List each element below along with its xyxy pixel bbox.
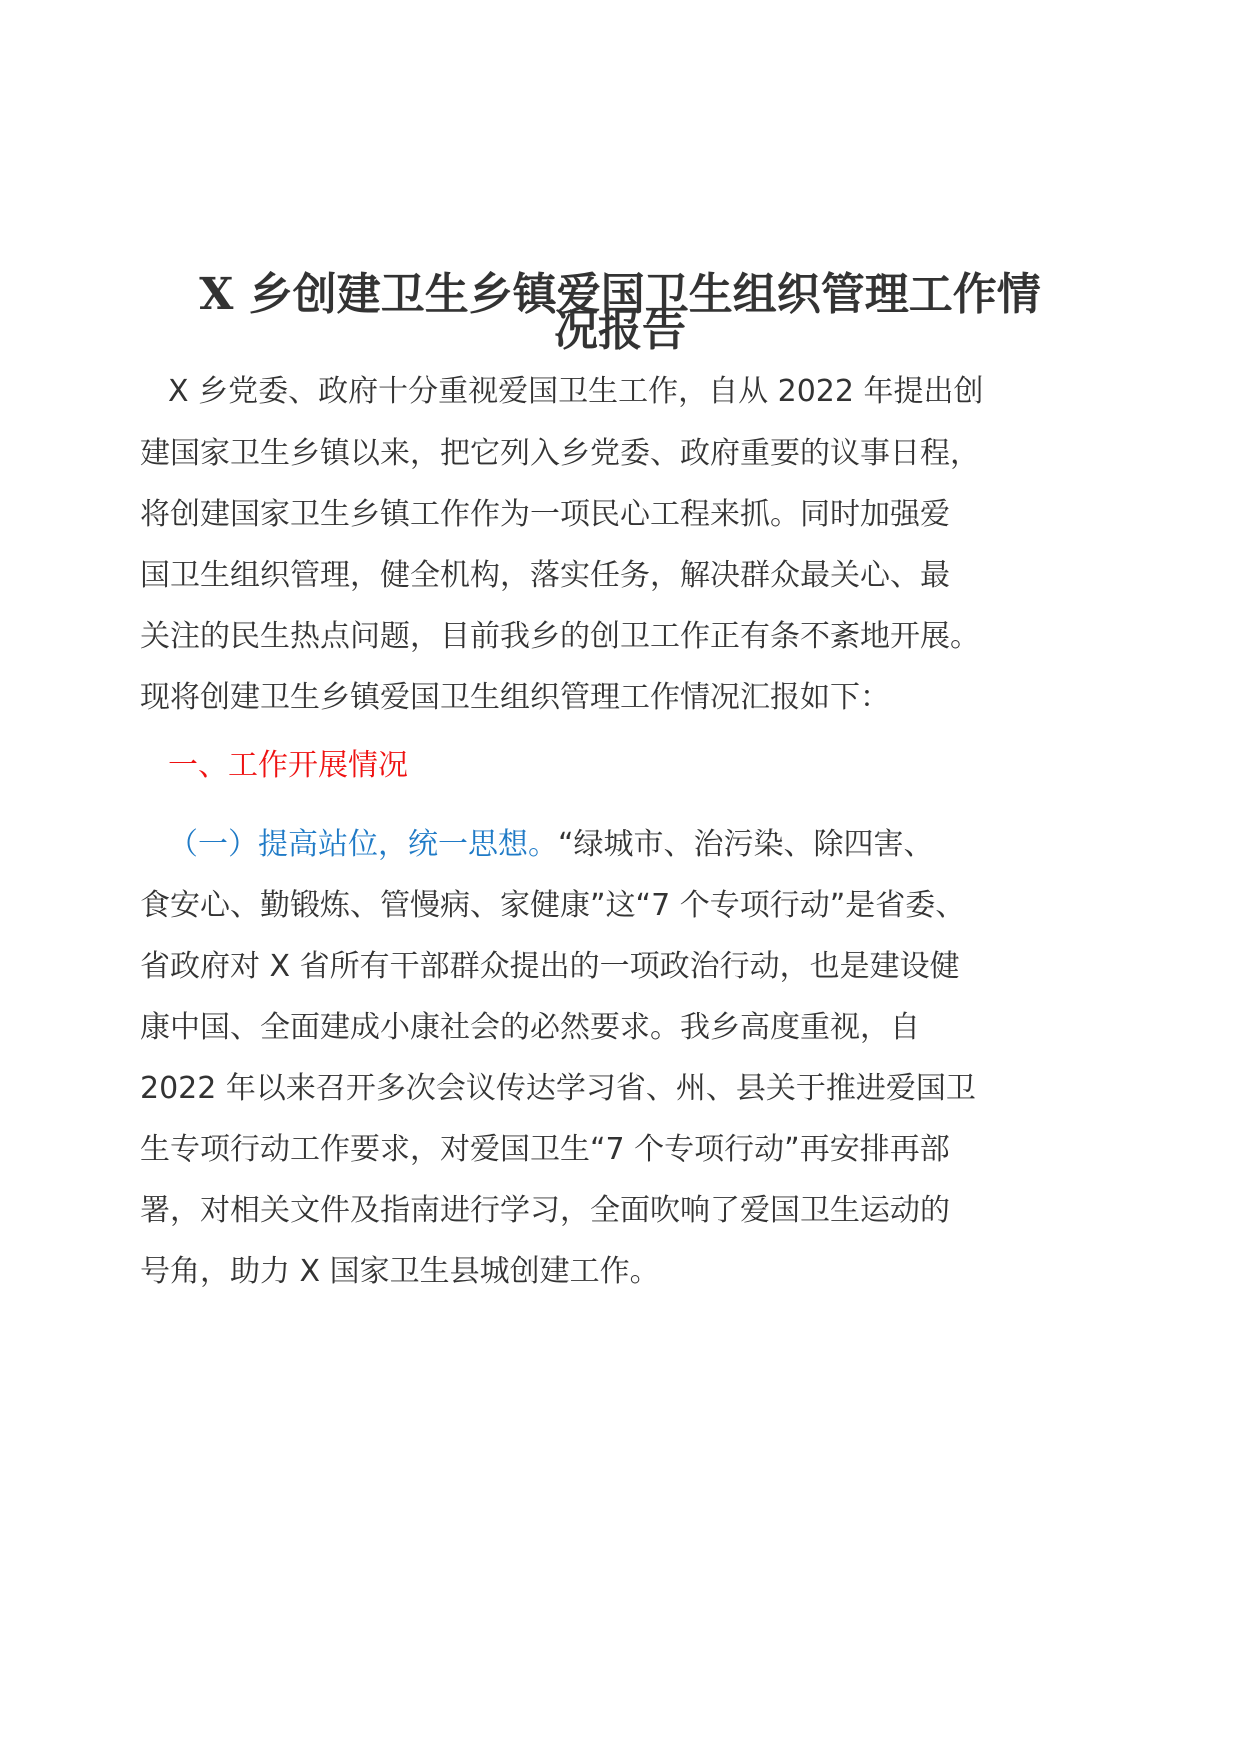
sub1-line-1: “绿城市、治污染、除四害、 (558, 827, 934, 862)
sub1-line-6: 生专项行动工作要求，对爱国卫生“7 个专项行动”再安排再部 (140, 1132, 950, 1167)
intro-line-6: 现将创建卫生乡镇爱国卫生组织管理工作情况汇报如下： (140, 680, 890, 715)
sub1-line-5: 2022 年以来召开多次会议传达学习省、州、县关于推进爱国卫 (140, 1071, 976, 1106)
sub1-line-3: 省政府对 X 省所有干部群众提出的一项政治行动，也是建设健 (140, 949, 960, 984)
sub1-line-4: 康中国、全面建成小康社会的必然要求。我乡高度重视，自 (140, 1010, 920, 1045)
section-heading-work-progress: 一、工作开展情况 (168, 748, 408, 783)
sub1-line-2: 食安心、勤锻炼、管慢病、家健康”这“7 个专项行动”是省委、 (140, 888, 966, 923)
document-title-line-1: X 乡创建卫生乡镇爱国卫生组织管理工作情 (199, 269, 1041, 320)
sub1-line-7: 署，对相关文件及指南进行学习，全面吹响了爱国卫生运动的 (140, 1193, 950, 1228)
sub1-line-8: 号角，助力 X 国家卫生县城创建工作。 (140, 1254, 660, 1289)
intro-line-2: 建国家卫生乡镇以来，把它列入乡党委、政府重要的议事日程， (140, 436, 980, 471)
intro-line-1: X 乡党委、政府十分重视爱国卫生工作，自从 2022 年提出创 (168, 374, 984, 409)
subsection-1-heading: （一）提高站位，统一思想。 (168, 827, 558, 862)
subsection-1-first-line (168, 825, 934, 865)
intro-line-5: 关注的民生热点问题，目前我乡的创卫工作正有条不紊地开展。 (140, 619, 980, 654)
document-title-line-2: 况报告 (554, 305, 686, 356)
intro-line-4: 国卫生组织管理，健全机构，落实任务，解决群众最关心、最 (140, 558, 950, 593)
intro-line-3: 将创建国家卫生乡镇工作作为一项民心工程来抓。同时加强爱 (140, 497, 950, 532)
